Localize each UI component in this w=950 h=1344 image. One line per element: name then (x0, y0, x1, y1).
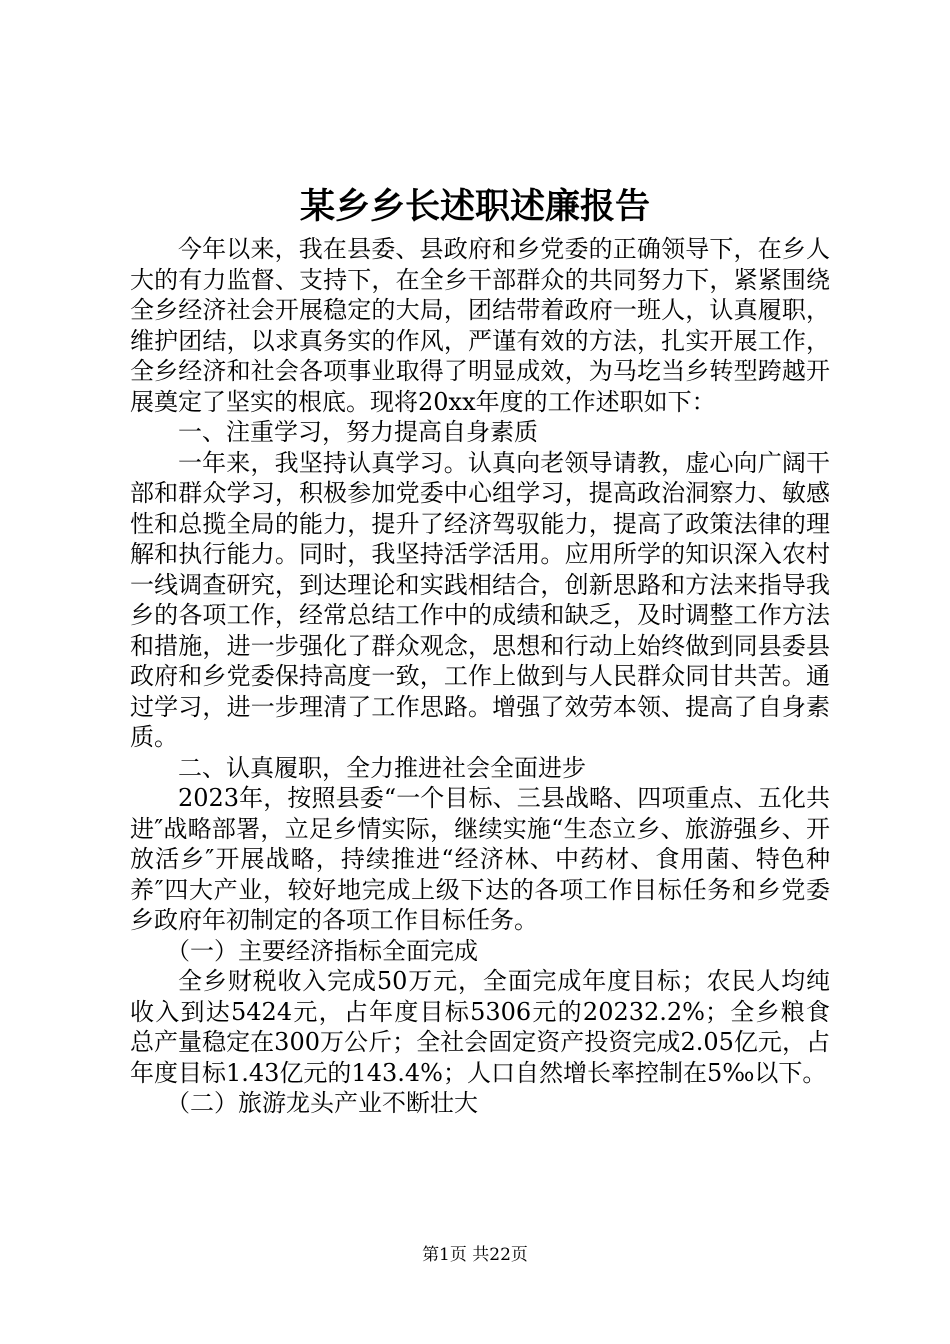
paragraph-intro: 今年以来，我在县委、县政府和乡党委的正确领导下，在乡人大的有力监督、支持下，在全乡干部群众的共同努力下，紧紧围绕全乡经济社会开展稳定的大局，团结带着政府一班人，认真履职，维护团结，以求真务实的作风，严谨有效的方法，扎实开展工作，全乡经济和社会各项事业取得了明显成效，为马圪当乡转型跨越开展奠定了坚实的根底。现将20xx年度的工作述职如下： (130, 235, 830, 416)
subsection-heading-2: （二）旅游龙头产业不断壮大 (166, 1089, 478, 1117)
paragraph-study: 一年来，我坚持认真学习。认真向老领导请教，虚心向广阔干部和群众学习，积极参加党委中心组学习，提高政治洞察力、敏感性和总揽全局的能力，提升了经济驾驭能力，提高了政策法律的理解和执行能力。同时，我坚持活学活用。应用所学的知识深入农村一线调查研究，到达理论和实践相结合，创新思路和方法来指导我乡的各项工作，经常总结工作中的成绩和缺乏，及时调整工作方法和措施，进一步强化了群众观念，思想和行动上始终做到同县委县政府和乡党委保持高度一致，工作上做到与人民群众同甘共苦。通过学习，进一步理清了工作思路。增强了效劳本领、提高了自身素质。 (130, 448, 830, 751)
section-heading-2: 二、认真履职，全力推进社会全面进步 (178, 753, 586, 782)
paragraph-indicators: 全乡财税收入完成50万元，全面完成年度目标；农民人均纯收入到达5424元，占年度目标5306元的20232.2%；全乡粮食总产量稳定在300万公斤；全社会固定资产投资完成2.05亿元，占年度目标1.43亿元的143.4%；人口自然增长率控制在5‰以下。 (130, 967, 830, 1087)
document-title: 某乡乡长述职述廉报告 (299, 186, 650, 227)
paragraph-strategy: 2023年，按照县委“一个目标、三县战略、四项重点、五化共进″战略部署，立足乡情实际，继续实施“生态立乡、旅游强乡、开放活乡″开展战略，持续推进“经济林、中药材、食用菌、特色种养″四大产业，较好地完成上级下达的各项工作目标任务和乡党委乡政府年初制定的各项工作目标任务。 (130, 784, 830, 934)
document-body (130, 234, 830, 1119)
subsection-heading-1: （一）主要经济指标全面完成 (166, 936, 478, 965)
section-heading-1: 一、注重学习，努力提高自身素质 (178, 418, 538, 446)
page-number: 第1页 共22页 (422, 1245, 528, 1265)
